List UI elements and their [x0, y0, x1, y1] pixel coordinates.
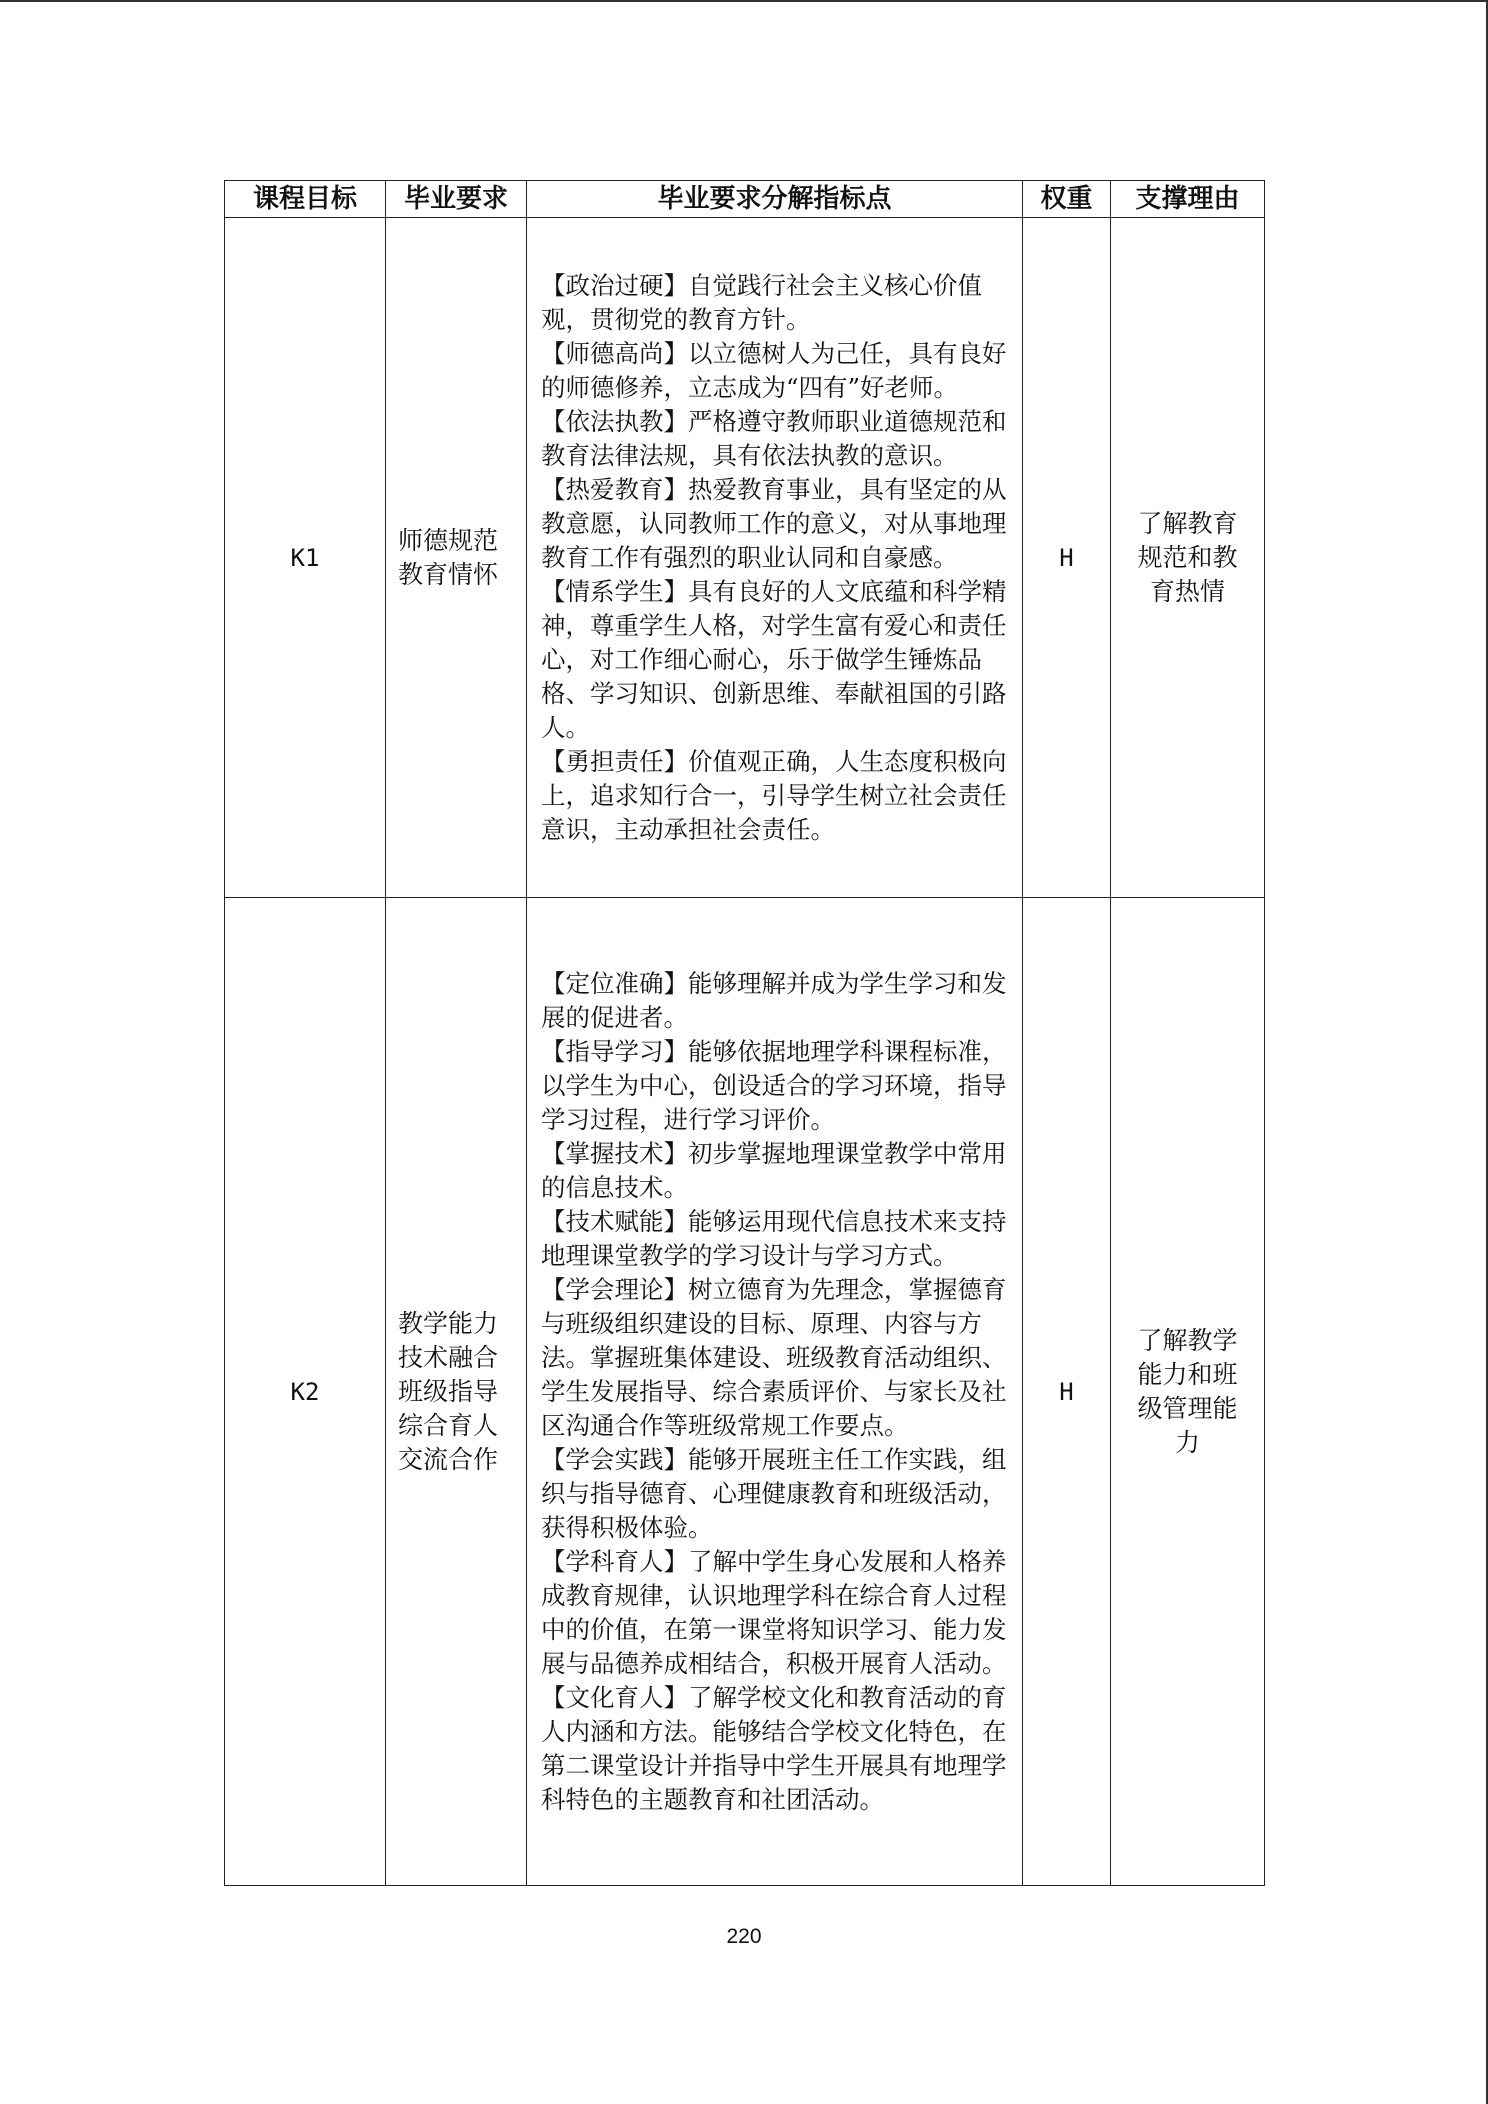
table-header-row: [225, 181, 1265, 218]
indicator-item: 【师德高尚】以立德树人为己任，具有良好的师德修养，立志成为“四有”好老师。: [541, 338, 1007, 402]
indicator-item: 【定位准确】能够理解并成为学生学习和发展的促进者。: [541, 968, 1007, 1032]
indicator-item: 【文化育人】了解学校文化和教育活动的育人内涵和方法。能够结合学校文化特色，在第二课堂设计并指导中学生开展具有地理学科特色的主题教育和社团活动。: [541, 1682, 1007, 1814]
indicator-item: 【热爱教育】热爱教育事业，具有坚定的从教意愿，认同教师工作的意义，对从事地理教育工作有强烈的职业认同和自豪感。: [541, 474, 1007, 572]
requirement-line: 交流合作: [398, 1444, 499, 1474]
reason-line: 规范和教: [1137, 542, 1238, 572]
graduation-requirement-cell: [386, 898, 527, 1886]
weight-cell: H: [1023, 218, 1111, 898]
page-number: 220: [726, 1925, 762, 1948]
table-row: [225, 218, 1265, 898]
header-weight: 权重: [1023, 181, 1111, 218]
header-indicator-points: 毕业要求分解指标点: [527, 181, 1023, 218]
reason-line: 了解教育: [1137, 508, 1238, 538]
requirement-line: 技术融合: [398, 1342, 499, 1372]
requirement-line: 综合育人: [398, 1410, 499, 1440]
reason-line: 育热情: [1149, 576, 1225, 606]
indicator-item: 【技术赋能】能够运用现代信息技术来支持地理课堂教学的学习设计与学习方式。: [541, 1206, 1007, 1270]
header-course-goal: 课程目标: [225, 181, 386, 218]
requirement-line: 教学能力: [398, 1308, 499, 1338]
indicator-item: 【依法执教】严格遵守教师职业道德规范和教育法律法规，具有依法执教的意识。: [541, 406, 1007, 470]
weight-cell: H: [1023, 898, 1111, 1886]
reason-line: 了解教学: [1137, 1325, 1238, 1355]
reason-line: 能力和班: [1137, 1359, 1238, 1389]
indicator-item: 【学会实践】能够开展班主任工作实践，组织与指导德育、心理健康教育和班级活动，获得积极体验。: [541, 1444, 1007, 1542]
indicator-item: 【学科育人】了解中学生身心发展和人格养成教育规律，认识地理学科在综合育人过程中的价值，在第一课堂将知识学习、能力发展与品德养成相结合，积极开展育人活动。: [541, 1546, 1007, 1678]
table-row: [225, 898, 1265, 1886]
course-goal-code: K1: [225, 218, 386, 898]
requirement-line: 教育情怀: [398, 559, 499, 589]
indicator-item: 【政治过硬】自觉践行社会主义核心价值观，贯彻党的教育方针。: [541, 270, 982, 334]
requirement-line: 班级指导: [398, 1376, 499, 1406]
indicator-item: 【情系学生】具有良好的人文底蕴和科学精神，尊重学生人格，对学生富有爱心和责任心，对工作细心耐心，乐于做学生锤炼品格、学习知识、创新思维、奉献祖国的引路人。: [541, 576, 1007, 742]
header-graduation-requirement: 毕业要求: [386, 181, 527, 218]
reason-line: 级管理能: [1137, 1393, 1238, 1423]
course-goal-code: K2: [225, 898, 386, 1886]
indicator-item: 【勇担责任】价值观正确，人生态度积极向上，追求知行合一，引导学生树立社会责任意识，主动承担社会责任。: [541, 746, 1007, 844]
indicator-points-cell: [527, 218, 1023, 898]
indicator-item: 【掌握技术】初步掌握地理课堂教学中常用的信息技术。: [541, 1138, 1007, 1202]
reason-line: 力: [1174, 1427, 1200, 1457]
requirement-line: 师德规范: [398, 525, 499, 555]
indicator-item: 【学会理论】树立德育为先理念，掌握德育与班级组织建设的目标、原理、内容与方法。掌握班集体建设、班级教育活动组织、学生发展指导、综合素质评价、与家长及社区沟通合作等班级常规工作要点。: [541, 1274, 1007, 1440]
support-reason-cell: [1111, 218, 1265, 898]
indicator-points-cell: [527, 898, 1023, 1886]
support-reason-cell: [1111, 898, 1265, 1886]
course-goal-table: [224, 180, 1265, 1886]
indicator-item: 【指导学习】能够依据地理学科课程标准，以学生为中心，创设适合的学习环境，指导学习过程，进行学习评价。: [541, 1036, 1007, 1134]
graduation-requirement-cell: [386, 218, 527, 898]
header-support-reason: 支撑理由: [1111, 181, 1265, 218]
